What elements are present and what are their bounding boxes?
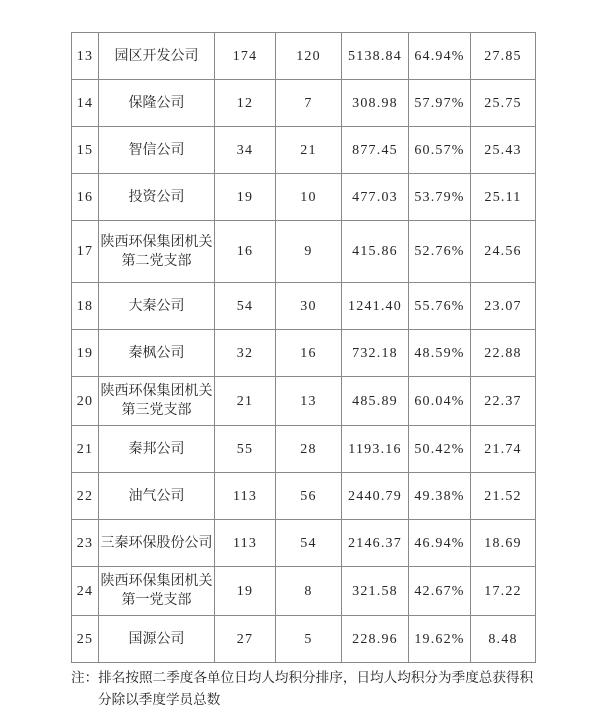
rank-cell: 23 [72,520,99,567]
avg-score-cell: 21.74 [471,426,536,473]
active-count-cell: 56 [276,473,342,520]
avg-score-cell: 25.43 [471,127,536,174]
avg-score-cell: 23.07 [471,283,536,330]
rate-cell: 49.38% [409,473,471,520]
unit-name-cell: 智信公司 [99,127,215,174]
rate-cell: 57.97% [409,80,471,127]
avg-score-cell: 27.85 [471,33,536,80]
rate-cell: 53.79% [409,174,471,221]
unit-name-cell: 国源公司 [99,616,215,663]
footnote-line-1: 注：排名按照二季度各单位日均人均积分排序，日均人均积分为季度总获得积 [71,670,534,685]
member-count-cell: 113 [215,520,276,567]
active-count-cell: 120 [276,33,342,80]
rate-cell: 42.67% [409,567,471,616]
avg-score-cell: 22.88 [471,330,536,377]
active-count-cell: 16 [276,330,342,377]
member-count-cell: 19 [215,567,276,616]
table-row [72,127,536,174]
total-score-cell: 1241.40 [342,283,409,330]
rank-cell: 21 [72,426,99,473]
avg-score-cell: 24.56 [471,221,536,283]
active-count-cell: 9 [276,221,342,283]
active-count-cell: 30 [276,283,342,330]
unit-name-cell: 投资公司 [99,174,215,221]
avg-score-cell: 25.11 [471,174,536,221]
rank-cell: 25 [72,616,99,663]
member-count-cell: 16 [215,221,276,283]
active-count-cell: 13 [276,377,342,426]
avg-score-cell: 25.75 [471,80,536,127]
unit-name-cell: 三秦环保股份公司 [99,520,215,567]
total-score-cell: 5138.84 [342,33,409,80]
table-row [72,283,536,330]
rank-cell: 18 [72,283,99,330]
member-count-cell: 21 [215,377,276,426]
footnote [71,667,553,711]
total-score-cell: 415.86 [342,221,409,283]
member-count-cell: 19 [215,174,276,221]
member-count-cell: 34 [215,127,276,174]
footnote-line-2: 分除以季度学员总数 [98,692,221,707]
ranking-table [71,32,536,663]
active-count-cell: 8 [276,567,342,616]
member-count-cell: 113 [215,473,276,520]
unit-name-cell: 大秦公司 [99,283,215,330]
avg-score-cell: 22.37 [471,377,536,426]
active-count-cell: 5 [276,616,342,663]
member-count-cell: 55 [215,426,276,473]
total-score-cell: 732.18 [342,330,409,377]
unit-name-cell: 陕西环保集团机关第一党支部 [99,567,215,616]
table-row [72,473,536,520]
table-row [72,426,536,473]
unit-name-cell: 陕西环保集团机关第三党支部 [99,377,215,426]
member-count-cell: 174 [215,33,276,80]
rate-cell: 52.76% [409,221,471,283]
active-count-cell: 10 [276,174,342,221]
member-count-cell: 32 [215,330,276,377]
total-score-cell: 1193.16 [342,426,409,473]
active-count-cell: 28 [276,426,342,473]
table-row [72,174,536,221]
table-row [72,377,536,426]
member-count-cell: 12 [215,80,276,127]
total-score-cell: 477.03 [342,174,409,221]
rate-cell: 48.59% [409,330,471,377]
unit-name-cell: 园区开发公司 [99,33,215,80]
total-score-cell: 877.45 [342,127,409,174]
score-table-body [72,33,536,663]
unit-name-cell: 秦枫公司 [99,330,215,377]
rank-cell: 16 [72,174,99,221]
total-score-cell: 308.98 [342,80,409,127]
rate-cell: 60.57% [409,127,471,174]
rank-cell: 22 [72,473,99,520]
rate-cell: 64.94% [409,33,471,80]
rank-cell: 19 [72,330,99,377]
table-row [72,80,536,127]
member-count-cell: 27 [215,616,276,663]
unit-name-cell: 油气公司 [99,473,215,520]
rate-cell: 60.04% [409,377,471,426]
unit-name-cell: 保隆公司 [99,80,215,127]
rank-cell: 24 [72,567,99,616]
avg-score-cell: 17.22 [471,567,536,616]
rate-cell: 19.62% [409,616,471,663]
table-row [72,567,536,616]
rank-cell: 20 [72,377,99,426]
rank-cell: 13 [72,33,99,80]
rank-cell: 14 [72,80,99,127]
table-row [72,330,536,377]
member-count-cell: 54 [215,283,276,330]
rate-cell: 46.94% [409,520,471,567]
table-row [72,520,536,567]
avg-score-cell: 8.48 [471,616,536,663]
unit-name-cell: 秦邦公司 [99,426,215,473]
active-count-cell: 21 [276,127,342,174]
rank-cell: 17 [72,221,99,283]
active-count-cell: 54 [276,520,342,567]
avg-score-cell: 18.69 [471,520,536,567]
rate-cell: 55.76% [409,283,471,330]
active-count-cell: 7 [276,80,342,127]
total-score-cell: 2440.79 [342,473,409,520]
table-row [72,33,536,80]
avg-score-cell: 21.52 [471,473,536,520]
rank-cell: 15 [72,127,99,174]
total-score-cell: 485.89 [342,377,409,426]
total-score-cell: 321.58 [342,567,409,616]
total-score-cell: 228.96 [342,616,409,663]
table-row [72,221,536,283]
unit-name-cell: 陕西环保集团机关第二党支部 [99,221,215,283]
table-row [72,616,536,663]
rate-cell: 50.42% [409,426,471,473]
total-score-cell: 2146.37 [342,520,409,567]
